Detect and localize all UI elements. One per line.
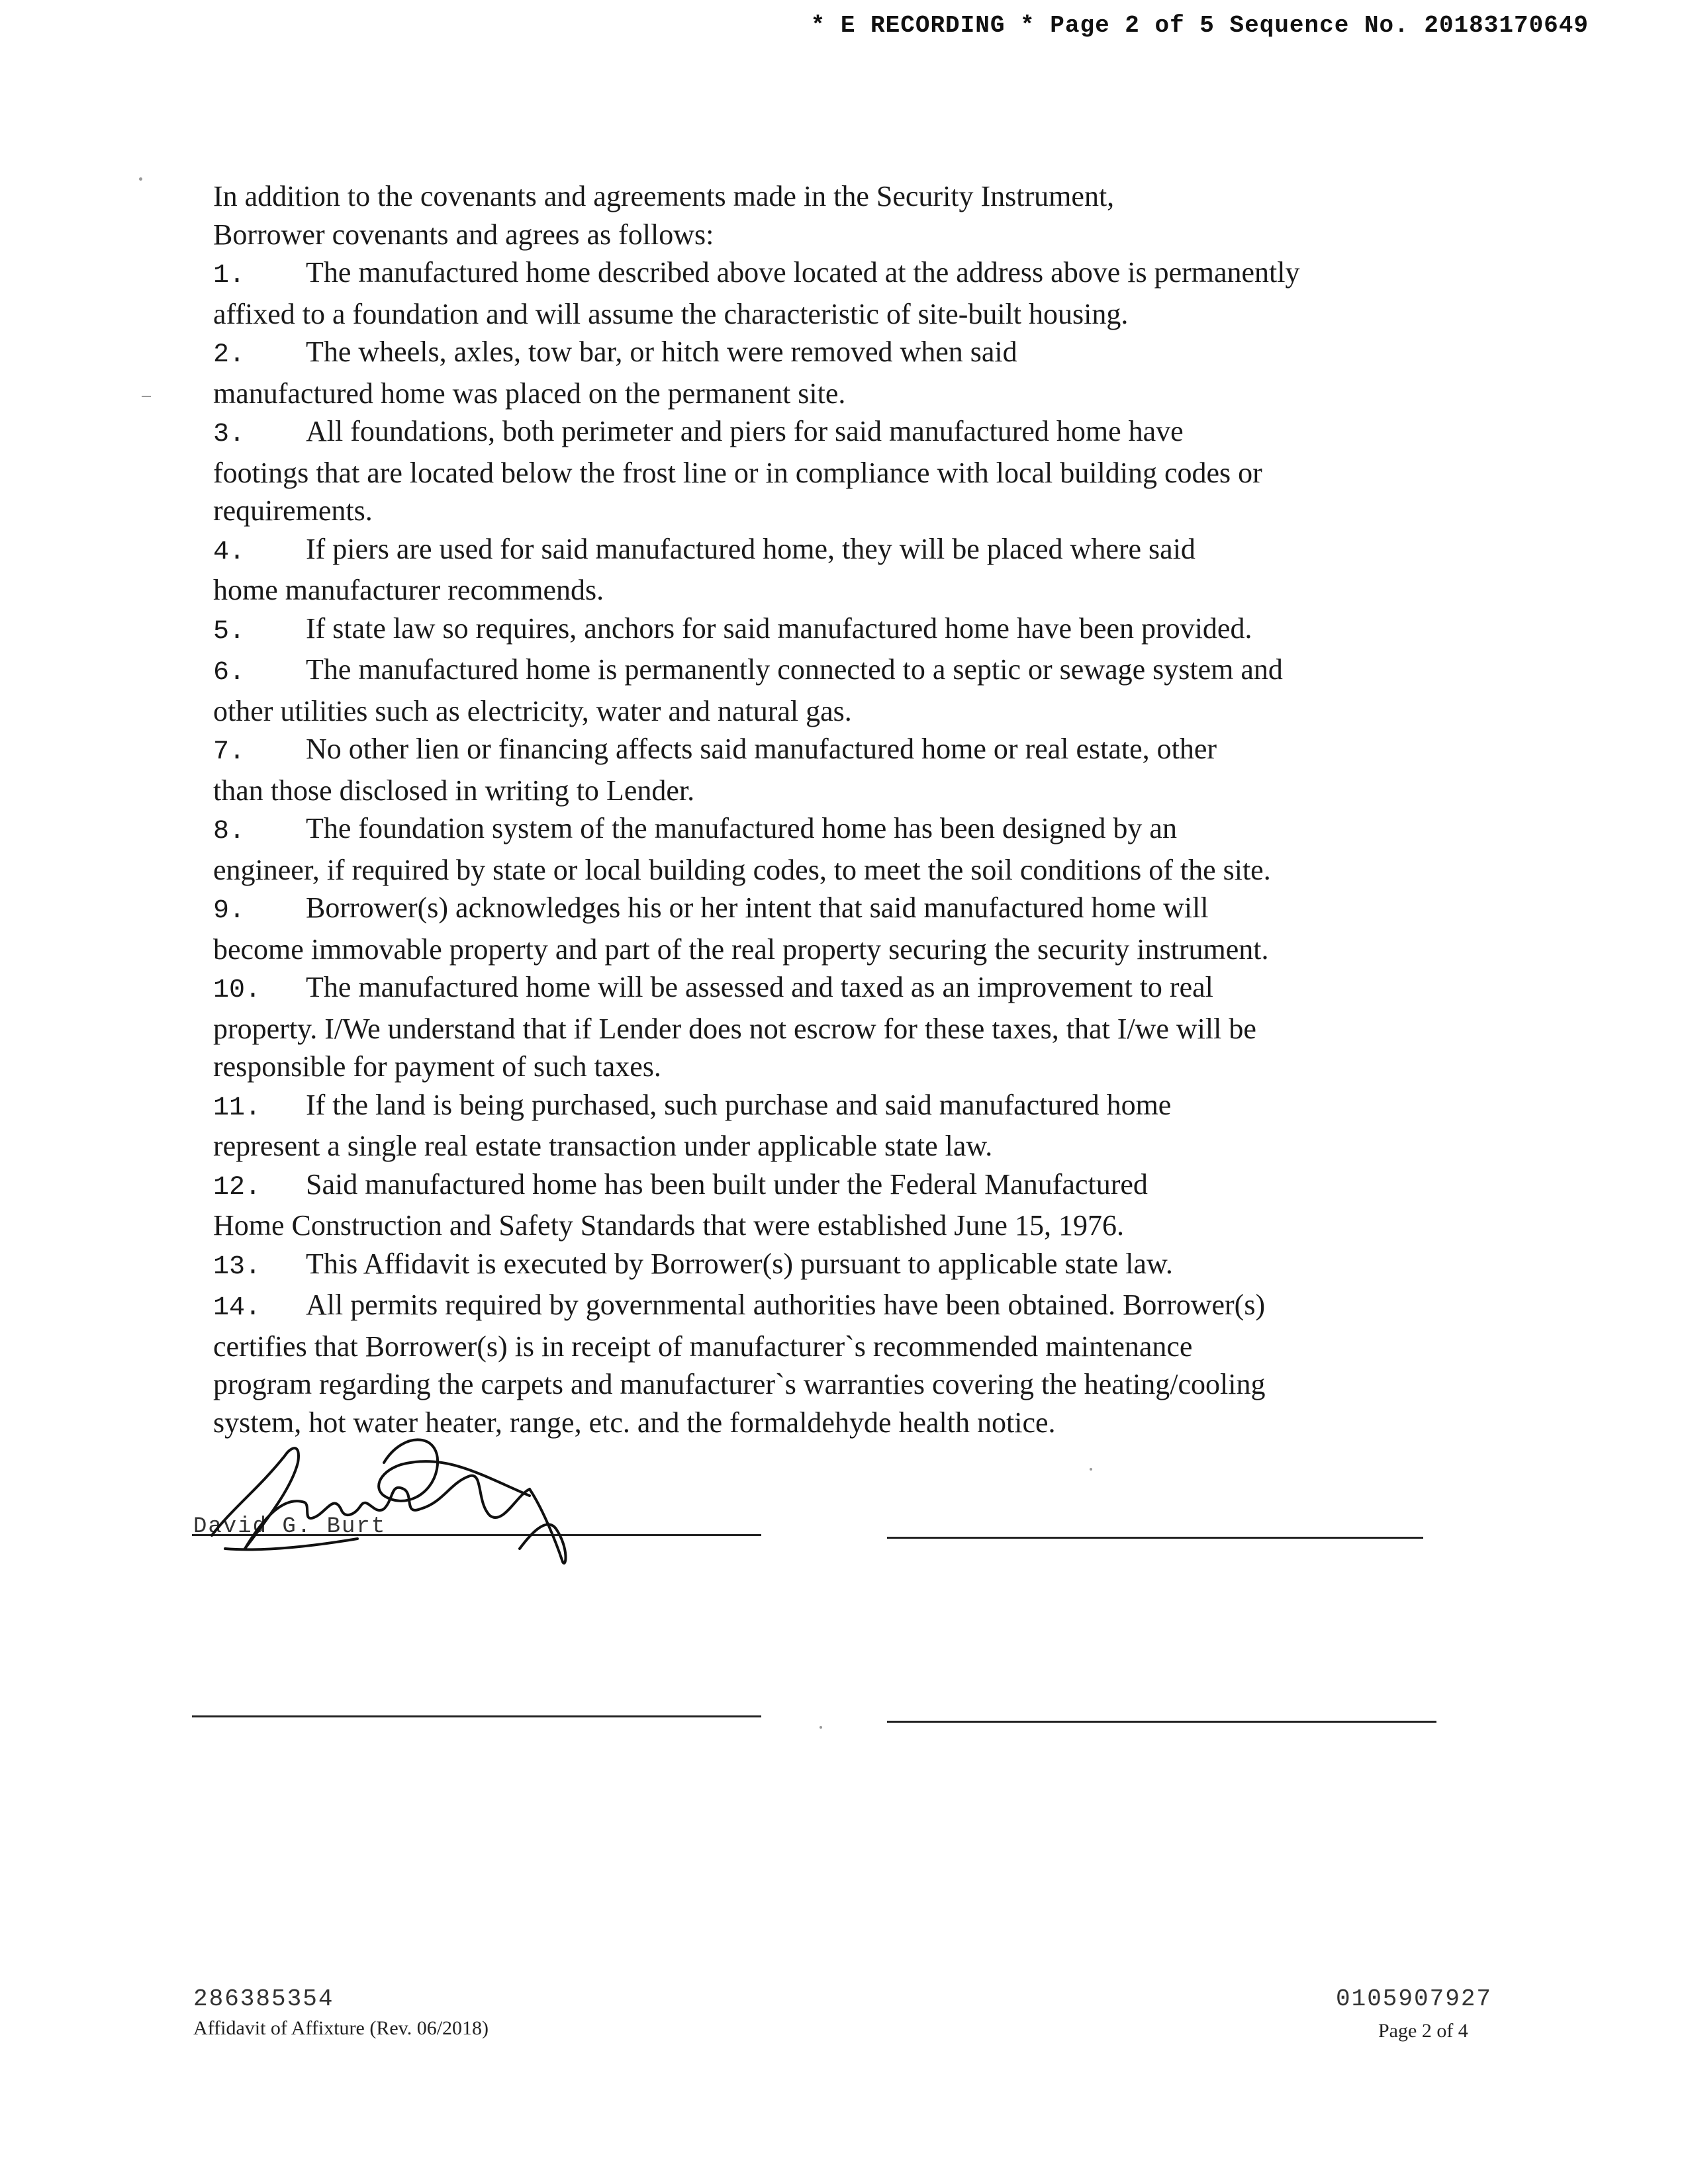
covenant-number: 8. (213, 817, 246, 846)
covenant-item (213, 610, 1511, 651)
covenant-item (213, 412, 1511, 530)
covenant-number: 2. (213, 340, 246, 370)
covenant-line (213, 530, 1511, 572)
covenant-line (213, 1127, 1511, 1165)
covenant-line (213, 454, 1511, 492)
covenant-number: 3. (213, 420, 246, 449)
covenant-text: Home Construction and Safety Standards that were established June 15, 1976. (213, 1209, 1124, 1242)
covenant-text: All permits required by governmental authorities have been obtained. Borrower(s) (306, 1289, 1266, 1321)
covenant-line (213, 412, 1511, 454)
covenant-item (213, 253, 1511, 333)
covenant-text: No other lien or financing affects said manufactured home or real estate, other (306, 733, 1217, 765)
covenant-line (213, 253, 1511, 295)
covenant-text: represent a single real estate transaction under applicable state law. (213, 1130, 993, 1162)
covenant-text: If the land is being purchased, such purchase and said manufactured home (306, 1088, 1172, 1121)
covenant-number: 4. (213, 537, 246, 567)
covenant-line (213, 333, 1511, 375)
covenant-number: 14. (213, 1293, 261, 1323)
covenant-line (213, 1365, 1511, 1404)
covenant-item (213, 1086, 1511, 1165)
covenant-item (213, 1165, 1511, 1245)
covenant-item (213, 730, 1511, 809)
covenant-text: If piers are used for said manufactured home, they will be placed where said (306, 532, 1196, 565)
covenant-line (213, 1086, 1511, 1128)
covenant-line (213, 1165, 1511, 1207)
covenant-text: other utilities such as electricity, water and natural gas. (213, 694, 852, 727)
covenant-item (213, 1245, 1511, 1287)
covenant-list (213, 253, 1511, 1441)
covenant-text: The wheels, axles, tow bar, or hitch were removed when said (306, 336, 1017, 368)
covenant-text: Said manufactured home has been built under the Federal Manufactured (306, 1167, 1148, 1201)
covenant-text: The manufactured home is permanently connected to a septic or sewage system and (306, 653, 1283, 686)
covenant-line (213, 571, 1511, 610)
covenant-number: 1. (213, 261, 246, 291)
covenant-text: The foundation system of the manufactured home has been designed by an (306, 812, 1177, 844)
covenant-text: This Affidavit is executed by Borrower(s) pursuant to applicable state law. (306, 1247, 1173, 1280)
covenant-text: footings that are located below the frost line or in compliance with local building codes or (213, 456, 1262, 489)
recording-header: * E RECORDING * Page 2 of 5 Sequence No. 20183170649 (810, 12, 1589, 39)
borrower-printed-name: David G. Burt (193, 1514, 387, 1539)
covenant-number: 6. (213, 658, 246, 688)
signature-line-date-2[interactable] (887, 1721, 1436, 1723)
covenant-text: than those disclosed in writing to Lender. (213, 774, 695, 807)
covenant-line (213, 692, 1511, 731)
covenant-line (213, 1328, 1511, 1366)
covenant-line (213, 1010, 1511, 1048)
covenant-number: 9. (213, 896, 246, 926)
covenant-item (213, 809, 1511, 889)
covenant-item (213, 530, 1511, 610)
covenant-line (213, 610, 1511, 651)
scan-speck (1090, 1468, 1092, 1471)
covenant-number: 12. (213, 1172, 261, 1203)
covenant-text: system, hot water heater, range, etc. and the formaldehyde health notice. (213, 1406, 1056, 1439)
covenant-line (213, 492, 1511, 530)
covenant-line (213, 889, 1511, 931)
covenant-number: 7. (213, 737, 246, 767)
scan-speck (142, 396, 151, 397)
covenant-line (213, 968, 1511, 1010)
covenant-text: Borrower(s) acknowledges his or her intent that said manufactured home will (306, 891, 1209, 924)
covenant-line (213, 851, 1511, 889)
footer-document-id: 286385354 (193, 1985, 334, 2013)
covenant-item (213, 889, 1511, 968)
covenant-text: certifies that Borrower(s) is in receipt of manufacturer`s recommended maintenance (213, 1330, 1193, 1363)
scan-speck (139, 177, 142, 181)
covenant-text: requirements. (213, 494, 373, 527)
covenant-text: program regarding the carpets and manufacturer`s warranties covering the heating/cooling (213, 1368, 1266, 1400)
covenant-text: The manufactured home will be assessed and taxed as an improvement to real (306, 971, 1213, 1003)
covenant-number: 10. (213, 976, 261, 1005)
covenant-text: manufactured home was placed on the permanent site. (213, 377, 846, 410)
covenant-number: 5. (213, 616, 246, 647)
covenant-text: responsible for payment of such taxes. (213, 1050, 661, 1083)
covenant-number: 11. (213, 1093, 261, 1123)
covenant-line (213, 651, 1511, 692)
covenants-body (213, 177, 1511, 1441)
covenant-line (213, 1286, 1511, 1328)
scan-speck (820, 1726, 822, 1729)
covenant-line (213, 1048, 1511, 1086)
covenant-text: property. I/We understand that if Lender does not escrow for these taxes, that I/we will be (213, 1012, 1256, 1045)
footer-page-number: Page 2 of 4 (1378, 2020, 1468, 2042)
covenant-line (213, 809, 1511, 851)
covenant-line (213, 772, 1511, 810)
covenant-line (213, 1245, 1511, 1287)
signature-line-borrower-2[interactable] (192, 1715, 761, 1717)
covenant-line (213, 730, 1511, 772)
covenant-text: home manufacturer recommends. (213, 574, 604, 606)
covenant-text: If state law so requires, anchors for said manufactured home have been provided. (306, 612, 1252, 645)
covenant-text: The manufactured home described above located at the address above is permanently (306, 256, 1300, 289)
covenant-line (213, 931, 1511, 969)
covenant-text: All foundations, both perimeter and piers for said manufactured home have (306, 415, 1184, 447)
intro-line-1: In addition to the covenants and agreements made in the Security Instrument, (213, 180, 1115, 212)
intro-line-2: Borrower covenants and agrees as follows: (213, 218, 714, 251)
covenant-item (213, 333, 1511, 412)
covenant-line (213, 375, 1511, 413)
signature-line-date-1[interactable] (887, 1537, 1423, 1539)
covenant-item (213, 651, 1511, 730)
footer-loan-number: 0105907927 (1336, 1985, 1493, 2013)
covenant-text: affixed to a foundation and will assume the characteristic of site-built housing. (213, 297, 1129, 330)
covenant-number: 13. (213, 1251, 261, 1282)
covenant-item (213, 968, 1511, 1086)
covenant-line (213, 295, 1511, 334)
covenant-text: become immovable property and part of the real property securing the security instrument. (213, 933, 1269, 966)
covenant-text: engineer, if required by state or local building codes, to meet the soil conditions of the site. (213, 853, 1271, 886)
borrower-signature-icon (185, 1416, 635, 1569)
footer-form-title: Affidavit of Affixture (Rev. 06/2018) (193, 2017, 489, 2039)
covenant-line (213, 1206, 1511, 1245)
